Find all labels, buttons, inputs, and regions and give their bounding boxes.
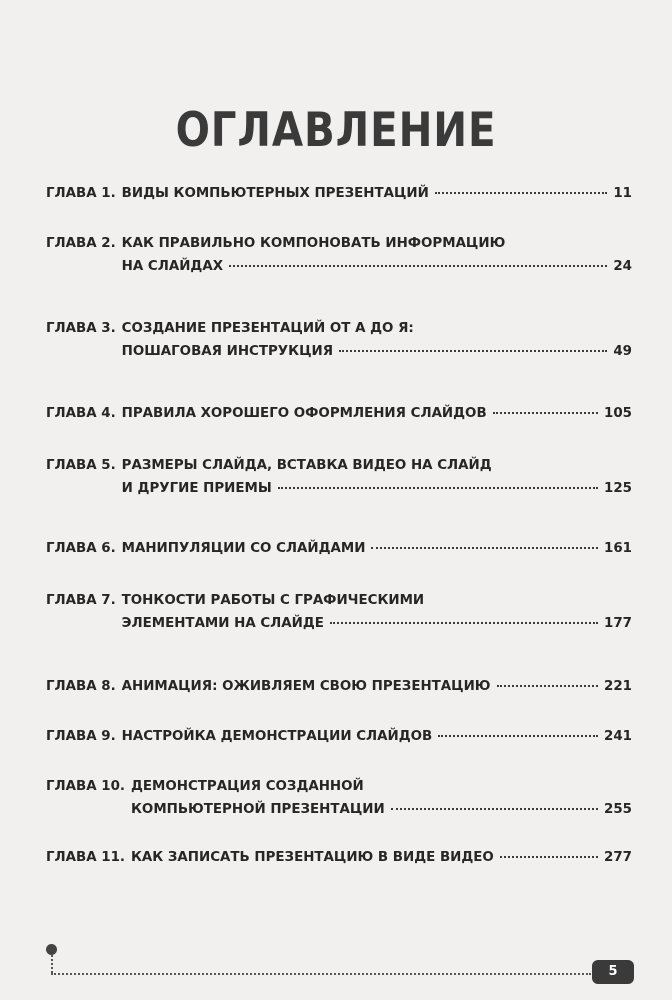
toc-chapter-label: ГЛАВА 4. xyxy=(46,406,116,421)
toc-page-number: 221 xyxy=(604,679,632,694)
toc-title: И ДРУГИЕ ПРИЕМЫ xyxy=(121,481,272,496)
toc-chapter-label: ГЛАВА 6. xyxy=(46,541,116,556)
toc-title: ПРАВИЛА ХОРОШЕГО ОФОРМЛЕНИЯ СЛАЙДОВ xyxy=(121,406,487,421)
toc-leader-dots xyxy=(493,412,598,414)
toc-title: НА СЛАЙДАХ xyxy=(121,259,224,274)
toc-page-number: 11 xyxy=(613,186,632,201)
toc-entry[interactable] xyxy=(46,232,632,278)
toc-title: СОЗДАНИЕ ПРЕЗЕНТАЦИЙ ОТ А ДО Я: xyxy=(121,321,414,336)
footer-dot-icon xyxy=(46,944,57,955)
toc-entry[interactable] xyxy=(46,454,632,500)
toc-entry[interactable] xyxy=(46,182,632,205)
toc-title: КОМПЬЮТЕРНОЙ ПРЕЗЕНТАЦИИ xyxy=(130,802,385,817)
toc-leader-dots xyxy=(497,685,599,687)
toc-entry[interactable] xyxy=(46,725,632,748)
toc-leader-dots xyxy=(391,808,598,810)
toc-title: НАСТРОЙКА ДЕМОНСТРАЦИИ СЛАЙДОВ xyxy=(121,729,433,744)
toc-leader-dots xyxy=(500,856,598,858)
toc-chapter-label: ГЛАВА 5. xyxy=(46,458,116,473)
page-number-badge: 5 xyxy=(592,960,634,984)
toc-title: МАНИПУЛЯЦИИ СО СЛАЙДАМИ xyxy=(121,541,366,556)
toc-title: КАК ПРАВИЛЬНО КОМПОНОВАТЬ ИНФОРМАЦИЮ xyxy=(121,236,506,251)
toc-entry[interactable] xyxy=(46,675,632,698)
toc-title: КАК ЗАПИСАТЬ ПРЕЗЕНТАЦИЮ В ВИДЕ ВИДЕО xyxy=(130,850,494,865)
toc-chapter-label: ГЛАВА 9. xyxy=(46,729,116,744)
toc-leader-dots xyxy=(330,622,598,624)
toc-entry[interactable] xyxy=(46,589,632,635)
toc-chapter-label: ГЛАВА 7. xyxy=(46,593,116,608)
toc-entry[interactable] xyxy=(46,846,632,869)
toc-page-number: 255 xyxy=(604,802,632,817)
toc-chapter-label: ГЛАВА 3. xyxy=(46,321,116,336)
toc-page-number: 177 xyxy=(604,616,632,631)
toc-leader-dots xyxy=(371,547,598,549)
toc-page-number: 24 xyxy=(613,259,632,274)
toc-page-number: 161 xyxy=(604,541,632,556)
toc-page-number: 105 xyxy=(604,406,632,421)
toc-leader-dots xyxy=(278,487,598,489)
toc-chapter-label: ГЛАВА 10. xyxy=(46,779,125,794)
toc-title: РАЗМЕРЫ СЛАЙДА, ВСТАВКА ВИДЕО НА СЛАЙД xyxy=(121,458,492,473)
toc-title: ЭЛЕМЕНТАМИ НА СЛАЙДЕ xyxy=(121,616,324,631)
toc-title: ВИДЫ КОМПЬЮТЕРНЫХ ПРЕЗЕНТАЦИЙ xyxy=(121,186,429,201)
toc-chapter-label: ГЛАВА 11. xyxy=(46,850,125,865)
toc-leader-dots xyxy=(229,265,607,267)
toc-title: АНИМАЦИЯ: ОЖИВЛЯЕМ СВОЮ ПРЕЗЕНТАЦИЮ xyxy=(121,679,491,694)
toc-title: ТОНКОСТИ РАБОТЫ С ГРАФИЧЕСКИМИ xyxy=(121,593,425,608)
toc-page-number: 49 xyxy=(613,344,632,359)
toc-chapter-label: ГЛАВА 8. xyxy=(46,679,116,694)
toc-entry[interactable] xyxy=(46,537,632,560)
toc-title: ПОШАГОВАЯ ИНСТРУКЦИЯ xyxy=(121,344,334,359)
toc-entry[interactable] xyxy=(46,317,632,363)
toc-entry[interactable] xyxy=(46,402,632,425)
toc-title: ДЕМОНСТРАЦИЯ СОЗДАННОЙ xyxy=(130,779,364,794)
toc-leader-dots xyxy=(435,192,608,194)
toc-chapter-label: ГЛАВА 1. xyxy=(46,186,116,201)
footer-dotted-connector xyxy=(51,955,53,973)
toc-leader-dots xyxy=(339,350,607,352)
toc-entry[interactable] xyxy=(46,775,632,821)
toc-page-number: 277 xyxy=(604,850,632,865)
toc-chapter-label: ГЛАВА 2. xyxy=(46,236,116,251)
toc-page-number: 125 xyxy=(604,481,632,496)
footer-dotted-line xyxy=(51,973,591,975)
toc-leader-dots xyxy=(438,735,598,737)
toc-page-number: 241 xyxy=(604,729,632,744)
page-title: ОГЛАВЛЕНИЕ xyxy=(175,103,497,159)
